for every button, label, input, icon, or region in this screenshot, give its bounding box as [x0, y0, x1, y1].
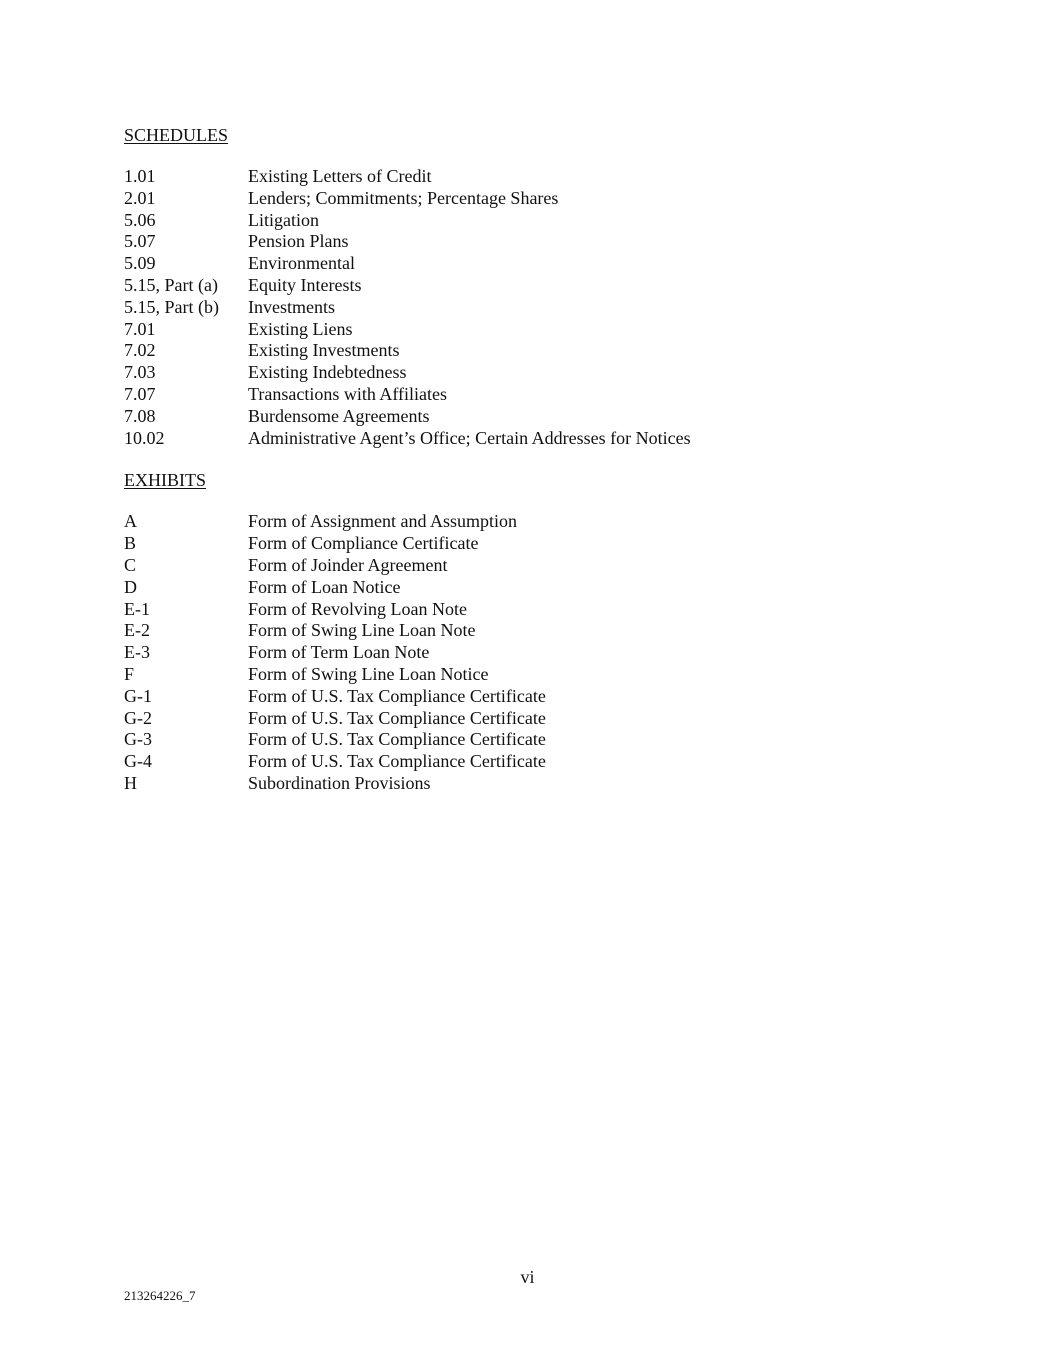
list-item	[124, 773, 944, 795]
item-code: 5.15, Part (a)	[124, 274, 218, 295]
item-title: Pension Plans	[248, 231, 349, 252]
item-code: G-1	[124, 685, 152, 706]
item-title: Form of U.S. Tax Compliance Certificate	[248, 707, 546, 728]
item-title: Burdensome Agreements	[248, 405, 430, 426]
item-title: Form of Swing Line Loan Notice	[248, 663, 489, 684]
item-title: Form of Assignment and Assumption	[248, 511, 518, 532]
item-code: 7.07	[124, 383, 156, 404]
item-code: G-2	[124, 707, 152, 728]
item-title: Existing Letters of Credit	[248, 166, 432, 186]
item-title: Form of Loan Notice	[248, 576, 401, 597]
item-code: F	[124, 663, 135, 684]
list-item	[124, 511, 944, 533]
page-number: vi	[520, 1267, 535, 1287]
item-code: B	[124, 533, 137, 554]
list-item	[124, 406, 944, 428]
item-title: Form of Joinder Agreement	[248, 554, 448, 575]
schedules-section	[124, 124, 944, 449]
list-item	[124, 751, 944, 773]
item-code: C	[124, 554, 137, 575]
item-code: E-3	[124, 642, 150, 663]
exhibits-heading: EXHIBITS	[124, 470, 206, 491]
list-item	[124, 384, 944, 406]
document-page	[124, 124, 944, 795]
list-item	[124, 686, 944, 708]
item-code: 7.01	[124, 318, 156, 339]
item-title: Investments	[248, 296, 335, 317]
exhibits-section	[124, 469, 944, 794]
item-code: 5.07	[124, 231, 156, 252]
item-title: Existing Investments	[248, 340, 400, 361]
list-item	[124, 362, 944, 384]
item-title: Form of U.S. Tax Compliance Certificate	[248, 751, 546, 772]
item-code: 10.02	[124, 427, 165, 448]
item-code: E-1	[124, 598, 150, 619]
item-code: 7.03	[124, 362, 156, 383]
item-code: 1.01	[124, 166, 156, 186]
item-title: Lenders; Commitments; Percentage Shares	[248, 187, 559, 208]
list-item	[124, 340, 944, 362]
list-item	[124, 210, 944, 232]
list-item	[124, 319, 944, 341]
list-item	[124, 599, 944, 621]
list-item	[124, 708, 944, 730]
list-item	[124, 275, 944, 297]
list-item	[124, 664, 944, 686]
item-title: Form of U.S. Tax Compliance Certificate	[248, 729, 546, 750]
schedules-heading: SCHEDULES	[124, 125, 229, 145]
item-code: 5.06	[124, 209, 156, 230]
item-title: Form of Term Loan Note	[248, 642, 430, 663]
item-code: 5.09	[124, 253, 156, 274]
item-title: Equity Interests	[248, 274, 362, 295]
list-item	[124, 188, 944, 210]
document-id: 213264226_7	[124, 1288, 196, 1303]
item-code: H	[124, 772, 137, 793]
item-title: Environmental	[248, 253, 355, 274]
item-title: Form of U.S. Tax Compliance Certificate	[248, 685, 546, 706]
list-item	[124, 555, 944, 577]
list-item	[124, 253, 944, 275]
item-title: Administrative Agent’s Office; Certain Addresses for Notices	[248, 427, 691, 448]
list-item	[124, 166, 944, 188]
item-code: A	[124, 511, 137, 532]
item-title: Existing Indebtedness	[248, 362, 407, 383]
item-code: 2.01	[124, 187, 156, 208]
list-item	[124, 231, 944, 253]
item-title: Subordination Provisions	[248, 772, 431, 793]
list-item	[124, 620, 944, 642]
item-title: Form of Revolving Loan Note	[248, 598, 467, 619]
item-code: 7.02	[124, 340, 156, 361]
item-code: D	[124, 576, 137, 597]
item-title: Form of Swing Line Loan Note	[248, 620, 476, 641]
item-title: Transactions with Affiliates	[248, 383, 447, 404]
item-code: 5.15, Part (b)	[124, 296, 219, 317]
list-item	[124, 729, 944, 751]
schedules-list	[124, 166, 944, 449]
item-title: Litigation	[248, 209, 319, 230]
list-item	[124, 428, 944, 450]
item-title: Form of Compliance Certificate	[248, 533, 479, 554]
list-item	[124, 642, 944, 664]
item-code: 7.08	[124, 405, 156, 426]
list-item	[124, 577, 944, 599]
list-item	[124, 297, 944, 319]
item-code: E-2	[124, 620, 150, 641]
exhibits-list	[124, 511, 944, 794]
list-item	[124, 533, 944, 555]
item-code: G-3	[124, 729, 152, 750]
item-title: Existing Liens	[248, 318, 353, 339]
item-code: G-4	[124, 751, 152, 772]
